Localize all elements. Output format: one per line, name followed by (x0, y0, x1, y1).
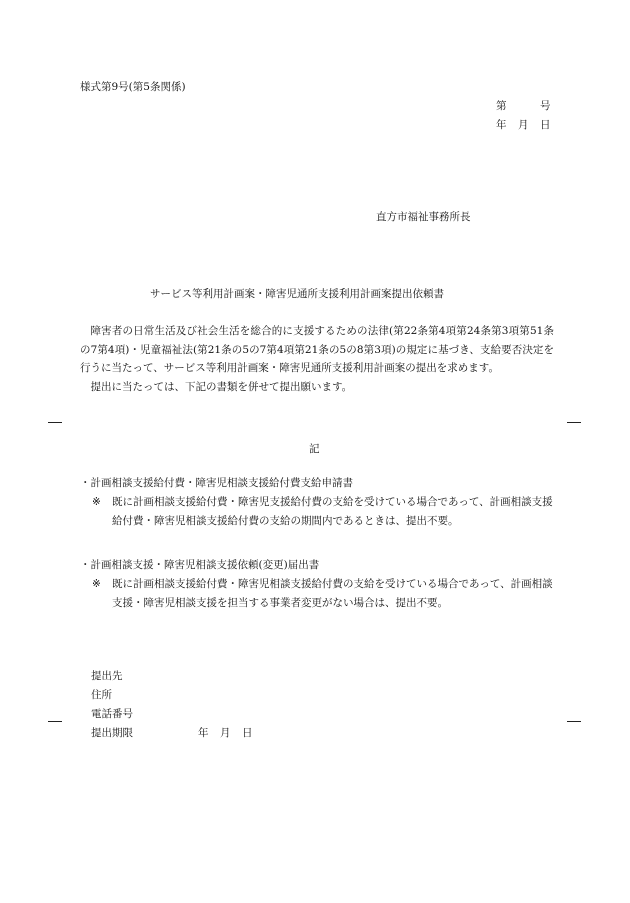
note-mark: ※ (92, 578, 101, 590)
required-document-2-note-text: 既に計画相談支援給付費・障害児相談支援給付費の支給を受けている場合であって、計画相談支援・障害児相談支援を担当する事業者変更がない場合は、提出不要。 (112, 578, 553, 609)
date-year: 年 (496, 119, 507, 131)
address-label: 住所 (91, 689, 112, 701)
deadline-label: 提出期限 (91, 727, 133, 739)
deadline-day: 日 (242, 727, 253, 739)
addressee: 直方市福祉事務所長 (376, 211, 471, 223)
required-document-1-note (80, 493, 554, 531)
destination-label: 提出先 (91, 670, 123, 682)
document-title: サービス等利用計画案・障害児通所支援利用計画案提出依頼書 (150, 288, 444, 300)
required-document-1-note-text: 既に計画相談支援給付費・障害児支援給付費の支給を受けている場合であって、計画相談支援給付費・障害児相談支援給付費の支給の期間内であるときは、提出不要。 (112, 496, 553, 527)
doc-number-prefix: 第 (496, 100, 507, 112)
required-document-2-note (80, 575, 554, 613)
fold-mark-right-top (567, 422, 581, 423)
body-paragraph-2: 提出に当たっては、下記の書類を併せて提出願います。 (90, 380, 353, 393)
doc-number-suffix: 号 (540, 100, 551, 112)
required-document-2-title: ・計画相談支援・障害児相談支援依頼(変更)届出書 (80, 559, 320, 571)
note-mark: ※ (92, 496, 101, 508)
ki-heading: 記 (309, 443, 320, 455)
deadline-month: 月 (220, 727, 231, 739)
deadline-year: 年 (198, 727, 209, 739)
body-paragraph-1: 障害者の日常生活及び社会生活を総合的に支援するための法律(第22条第4項第24条第3項第51条の7第4項)・児童福祉法(第21条の5の7第4項第21条の5の8第3項)の規定に基づき、支給要否決定を行うに当たって、サービス等利用計画案・障害児通所支援利用計画案の提出を求めます。 (80, 325, 554, 374)
date-month: 月 (518, 119, 529, 131)
required-document-1-title: ・計画相談支援給付費・障害児相談支援給付費支給申請書 (80, 477, 353, 489)
required-document-2 (80, 556, 554, 613)
form-number: 様式第9号(第5条関係) (80, 81, 186, 93)
fold-mark-left-top (48, 422, 62, 423)
date-day: 日 (540, 119, 551, 131)
required-document-1 (80, 474, 554, 531)
fold-mark-right-bottom (567, 721, 581, 722)
body-text (80, 322, 554, 396)
phone-label: 電話番号 (91, 708, 133, 720)
fold-mark-left-bottom (48, 721, 62, 722)
